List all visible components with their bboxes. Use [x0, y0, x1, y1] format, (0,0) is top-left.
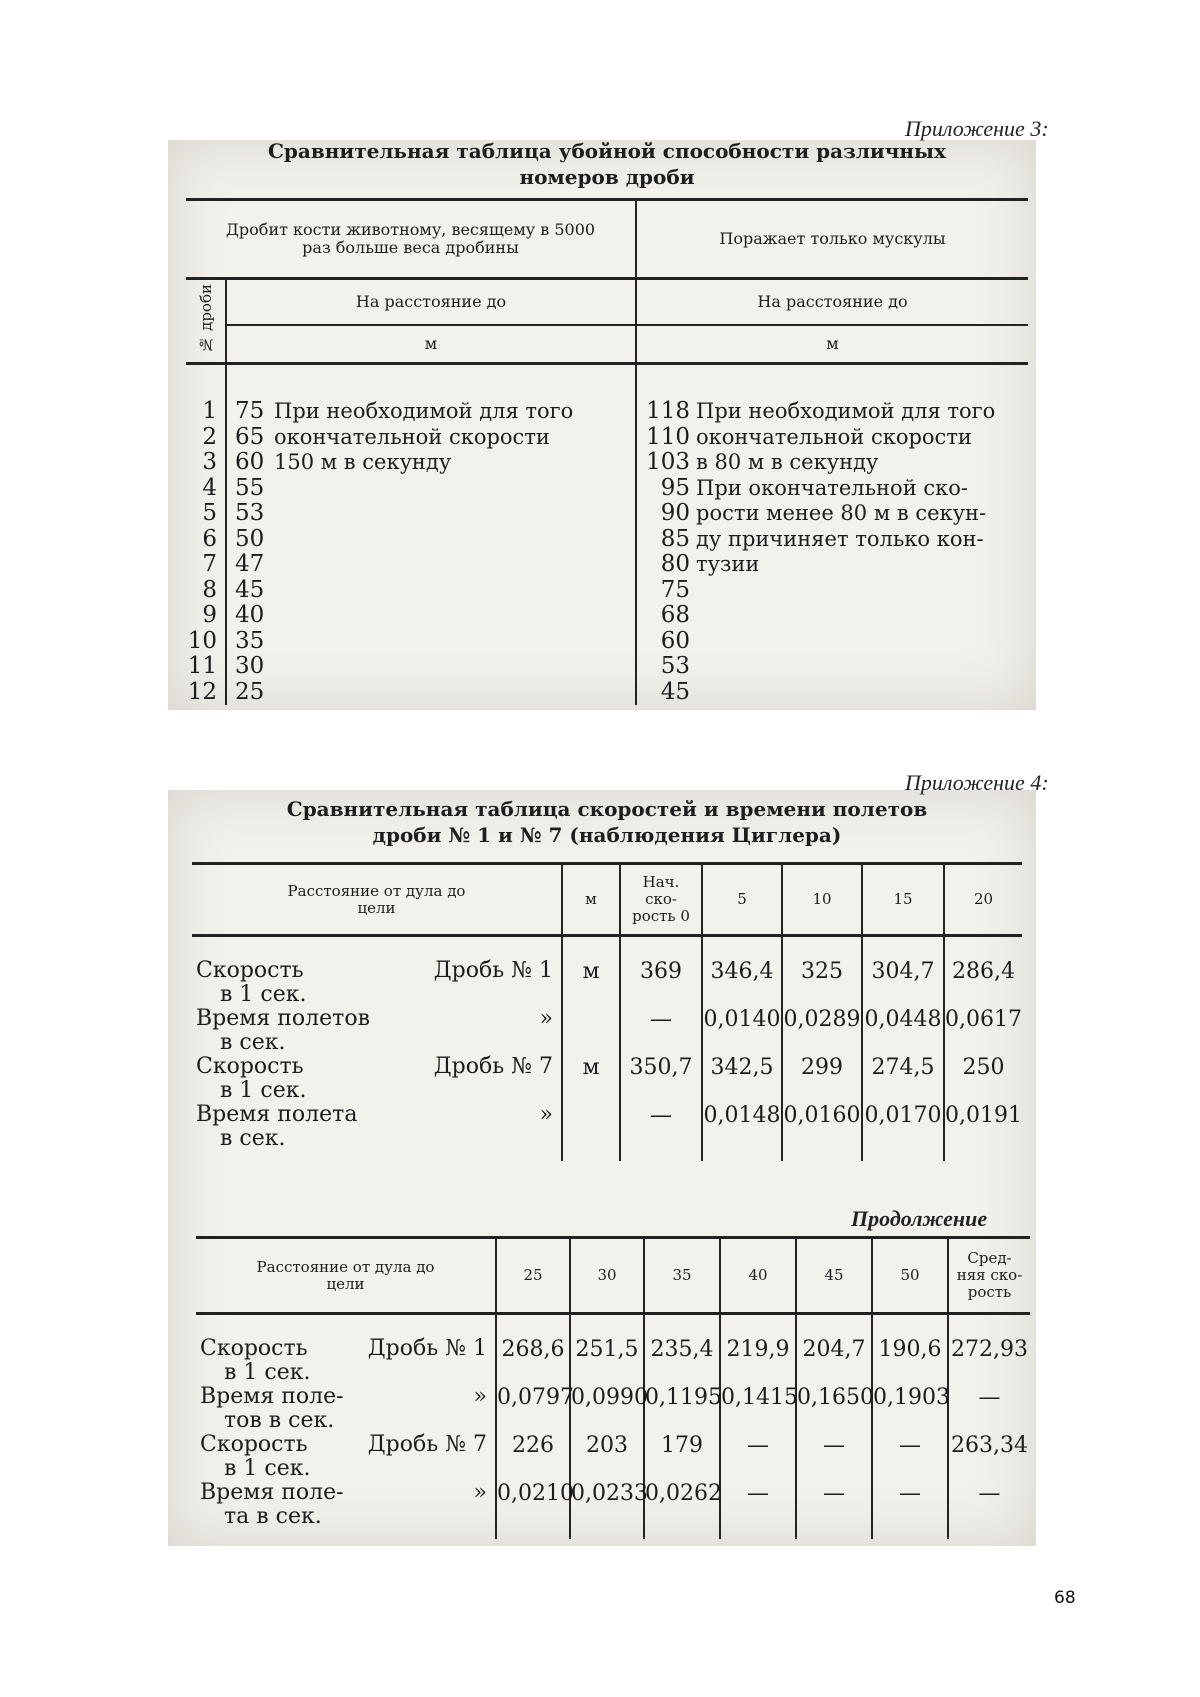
shot-number: 6 — [202, 525, 217, 552]
row-initial: 350,7 — [620, 1055, 702, 1103]
bone-distance: 45 — [235, 576, 265, 603]
appendix3-title — [186, 138, 1028, 190]
p2-header-avg: Сред- няя ско- рость — [948, 1238, 1030, 1314]
row-value: 274,5 — [862, 1055, 944, 1103]
row-unit: м — [562, 936, 620, 1008]
shot-number-header-cell — [186, 279, 226, 364]
table-bottom-spacer — [192, 1151, 1022, 1161]
lethality-table — [186, 198, 1028, 705]
appendix4-label: Приложение 4: — [905, 770, 1049, 795]
shot-number: 3 — [202, 449, 217, 475]
row-label-line1: Скорость — [200, 1336, 308, 1361]
spacer-cell — [944, 1151, 1022, 1161]
p1-header-distance: Расстояние от дула до цели — [192, 864, 562, 936]
row-value: 235,4 — [644, 1314, 720, 1386]
muscle-distance: 75 — [660, 576, 690, 603]
bone-note — [274, 364, 636, 706]
muscle-distance: 80 — [660, 551, 690, 577]
row-value: 0,1650 — [796, 1385, 872, 1433]
row-value: 346,4 — [702, 936, 782, 1008]
bone-distance: 55 — [235, 474, 265, 501]
row-initial: — — [620, 1103, 702, 1151]
row-unit — [562, 1103, 620, 1151]
row-unit: м — [562, 1055, 620, 1103]
row-label-line2: в 1 сек. — [220, 1078, 307, 1103]
muscle-note-line: При окончательной ско- — [696, 475, 968, 500]
row-value: 0,0140 — [702, 1007, 782, 1055]
row-value: 0,1903 — [872, 1385, 948, 1433]
muscle-distance: 103 — [646, 449, 690, 475]
muscle-distance: 60 — [660, 627, 690, 654]
bone-distance-header: На расстояние до — [226, 279, 636, 326]
row-label-line2: тов в сек. — [224, 1408, 335, 1433]
muscle-distance: 45 — [660, 678, 690, 705]
appendix3-title-line1: Сравнительная таблица убойной способности различных — [267, 139, 947, 163]
row-average: 263,34 — [948, 1433, 1030, 1481]
shot-number: 9 — [202, 602, 217, 628]
bone-distance: 40 — [235, 602, 265, 628]
spacer-cell — [562, 1151, 620, 1161]
row-value: 0,0148 — [702, 1103, 782, 1151]
table-row — [196, 1481, 1030, 1529]
bone-unit-header: м — [226, 325, 636, 364]
table-row — [192, 936, 1022, 1008]
muscle-note-line: рости менее 80 м в секун- — [696, 501, 987, 525]
bone-distance: 30 — [235, 653, 265, 679]
shot-number-header: № дроби — [196, 284, 215, 354]
row-label-line2: в сек. — [220, 1126, 286, 1151]
muscle-distance: 53 — [660, 653, 690, 679]
spacer-cell — [192, 1151, 562, 1161]
row-value: 0,0990 — [570, 1385, 644, 1433]
shot-number: 11 — [187, 653, 217, 679]
bone-distance: 47 — [235, 551, 265, 577]
appendix3-title-line2: номеров дроби — [519, 165, 695, 189]
bone-distance: 25 — [235, 678, 265, 705]
appendix3-label: Приложение 3: — [905, 116, 1049, 141]
row-label — [192, 1007, 562, 1055]
row-value: 190,6 — [872, 1314, 948, 1386]
bone-note-line: окончательной скорости — [274, 424, 550, 449]
row-value: 0,0617 — [944, 1007, 1022, 1055]
p2-header-col: 35 — [644, 1238, 720, 1314]
row-shot: Дробь № 7 — [433, 1054, 553, 1079]
row-label-line1: Время поле- — [200, 1480, 344, 1505]
muscle-distance: 85 — [660, 525, 690, 552]
muscle-note-line: окончательной скорости — [696, 424, 972, 449]
row-label-line2: в 1 сек. — [224, 1456, 311, 1481]
muscle-distance: 90 — [660, 500, 690, 526]
bone-note-line: При необходимой для того — [274, 399, 574, 423]
row-average: — — [948, 1385, 1030, 1433]
page-number: 68 — [1054, 1588, 1076, 1608]
shot-number: 12 — [187, 678, 217, 705]
row-shot: Дробь № 7 — [367, 1432, 487, 1457]
shot-number: 4 — [202, 474, 217, 501]
p2-header-col: 40 — [720, 1238, 796, 1314]
appendix4-title-line2: дроби № 1 и № 7 (наблюдения Циглера) — [372, 823, 842, 847]
bone-distance: 60 — [235, 449, 265, 475]
row-value: 0,0289 — [782, 1007, 862, 1055]
row-value: — — [872, 1481, 948, 1529]
row-label — [192, 1055, 562, 1103]
bone-distance: 75 — [235, 398, 265, 424]
shot-number: 1 — [202, 398, 217, 424]
shot-number: 2 — [202, 423, 217, 450]
row-shot: » — [473, 1384, 487, 1409]
row-value: 204,7 — [796, 1314, 872, 1386]
row-value: 342,5 — [702, 1055, 782, 1103]
muscle-note-line: в 80 м в секунду — [696, 450, 879, 474]
row-label — [196, 1481, 496, 1529]
table-row — [192, 1103, 1022, 1151]
shot-number: 8 — [202, 576, 217, 603]
spacer-cell — [196, 1529, 496, 1539]
shot-numbers-column — [186, 364, 226, 706]
spacer-cell — [862, 1151, 944, 1161]
row-value: — — [720, 1481, 796, 1529]
row-value: 325 — [782, 936, 862, 1008]
row-value: — — [796, 1433, 872, 1481]
row-shot: Дробь № 1 — [433, 958, 553, 983]
row-label-line1: Скорость — [196, 1054, 304, 1079]
row-value: 286,4 — [944, 936, 1022, 1008]
row-initial: — — [620, 1007, 702, 1055]
spacer-cell — [796, 1529, 872, 1539]
velocity-table-part1 — [192, 862, 1022, 1161]
row-label-line1: Время полетов — [196, 1006, 370, 1031]
table-row — [192, 1055, 1022, 1103]
appendix4-title — [186, 796, 1028, 848]
row-value: 179 — [644, 1433, 720, 1481]
row-value: 0,0160 — [782, 1103, 862, 1151]
row-label — [196, 1433, 496, 1481]
table-row — [196, 1314, 1030, 1386]
p2-header-col: 25 — [496, 1238, 570, 1314]
appendix4-title-line1: Сравнительная таблица скоростей и времени полетов — [286, 797, 928, 821]
row-value: 0,0448 — [862, 1007, 944, 1055]
spacer-cell — [720, 1529, 796, 1539]
bone-note-line: 150 м в секунду — [274, 450, 452, 474]
row-value: 0,0210 — [496, 1481, 570, 1529]
row-value: 0,0191 — [944, 1103, 1022, 1151]
row-label-line2: та в сек. — [224, 1504, 322, 1529]
muscle-note-line: тузии — [696, 552, 760, 576]
table-row — [196, 1385, 1030, 1433]
bone-distance: 65 — [235, 423, 265, 450]
row-label — [192, 1103, 562, 1151]
spacer-cell — [620, 1151, 702, 1161]
spacer-cell — [872, 1529, 948, 1539]
muscle-distance: 118 — [646, 398, 690, 424]
row-value: 299 — [782, 1055, 862, 1103]
muscle-distance: 110 — [646, 423, 690, 450]
row-value: 304,7 — [862, 936, 944, 1008]
row-value: 226 — [496, 1433, 570, 1481]
muscle-note — [696, 364, 1028, 706]
bone-distances-column — [226, 364, 274, 706]
row-shot: » — [539, 1102, 553, 1127]
row-value: 250 — [944, 1055, 1022, 1103]
table-row — [192, 1007, 1022, 1055]
muscle-distance: 68 — [660, 602, 690, 628]
row-label-line2: в 1 сек. — [220, 982, 307, 1007]
spacer-cell — [496, 1529, 570, 1539]
spacer-cell — [782, 1151, 862, 1161]
p2-header-distance: Расстояние от дула до цели — [196, 1238, 496, 1314]
row-average: 272,93 — [948, 1314, 1030, 1386]
row-label — [196, 1385, 496, 1433]
row-value: 203 — [570, 1433, 644, 1481]
row-value: 251,5 — [570, 1314, 644, 1386]
row-shot: Дробь № 1 — [367, 1336, 487, 1361]
muscle-distance-header: На расстояние до — [636, 279, 1028, 326]
spacer-cell — [644, 1529, 720, 1539]
row-average: — — [948, 1481, 1030, 1529]
p1-header-initial: Нач. ско- рость 0 — [620, 864, 702, 936]
row-unit — [562, 1007, 620, 1055]
spacer-cell — [948, 1529, 1030, 1539]
row-value: 0,0233 — [570, 1481, 644, 1529]
p1-header-col: 20 — [944, 864, 1022, 936]
p2-header-col: 45 — [796, 1238, 872, 1314]
p1-header-unit: м — [562, 864, 620, 936]
row-shot: » — [539, 1006, 553, 1031]
row-label — [196, 1314, 496, 1386]
table-bottom-spacer — [196, 1529, 1030, 1539]
row-label-line1: Скорость — [196, 958, 304, 983]
p1-header-col: 15 — [862, 864, 944, 936]
muscle-note-line: ду причиняет только кон- — [696, 526, 984, 551]
row-value: 0,0797 — [496, 1385, 570, 1433]
header-bone-breaking: Дробит кости животному, весящему в 5000 раз больше веса дробины — [186, 200, 636, 279]
table-row — [196, 1433, 1030, 1481]
row-value: 0,1415 — [720, 1385, 796, 1433]
row-value: 0,0262 — [644, 1481, 720, 1529]
muscle-unit-header: м — [636, 325, 1028, 364]
row-value: — — [796, 1481, 872, 1529]
p2-header-col: 30 — [570, 1238, 644, 1314]
row-value: 219,9 — [720, 1314, 796, 1386]
spacer-cell — [702, 1151, 782, 1161]
row-value: 268,6 — [496, 1314, 570, 1386]
muscle-distance: 95 — [660, 474, 690, 501]
row-value: — — [720, 1433, 796, 1481]
row-label-line1: Скорость — [200, 1432, 308, 1457]
shot-number: 10 — [187, 627, 217, 654]
row-value: 0,1195 — [644, 1385, 720, 1433]
bone-distance: 35 — [235, 627, 265, 654]
row-value: 0,0170 — [862, 1103, 944, 1151]
header-muscle-only: Поражает только мускулы — [636, 200, 1028, 279]
row-label-line1: Время полета — [196, 1102, 358, 1127]
bone-distance: 50 — [235, 525, 265, 552]
row-label-line2: в 1 сек. — [224, 1360, 311, 1385]
muscle-note-line: При необходимой для того — [696, 399, 996, 423]
continued-label: Продолжение — [851, 1206, 988, 1231]
row-label — [192, 936, 562, 1008]
p2-header-col: 50 — [872, 1238, 948, 1314]
row-shot: » — [473, 1480, 487, 1505]
muscle-distances-column — [636, 364, 696, 706]
row-label-line2: в сек. — [220, 1030, 286, 1055]
spacer-cell — [570, 1529, 644, 1539]
p1-header-col: 5 — [702, 864, 782, 936]
shot-number: 7 — [202, 551, 217, 577]
p1-header-col: 10 — [782, 864, 862, 936]
velocity-table-part2 — [196, 1236, 1030, 1539]
bone-distance: 53 — [235, 500, 265, 526]
row-initial: 369 — [620, 936, 702, 1008]
shot-number: 5 — [202, 500, 217, 526]
row-value: — — [872, 1433, 948, 1481]
row-label-line1: Время поле- — [200, 1384, 344, 1409]
